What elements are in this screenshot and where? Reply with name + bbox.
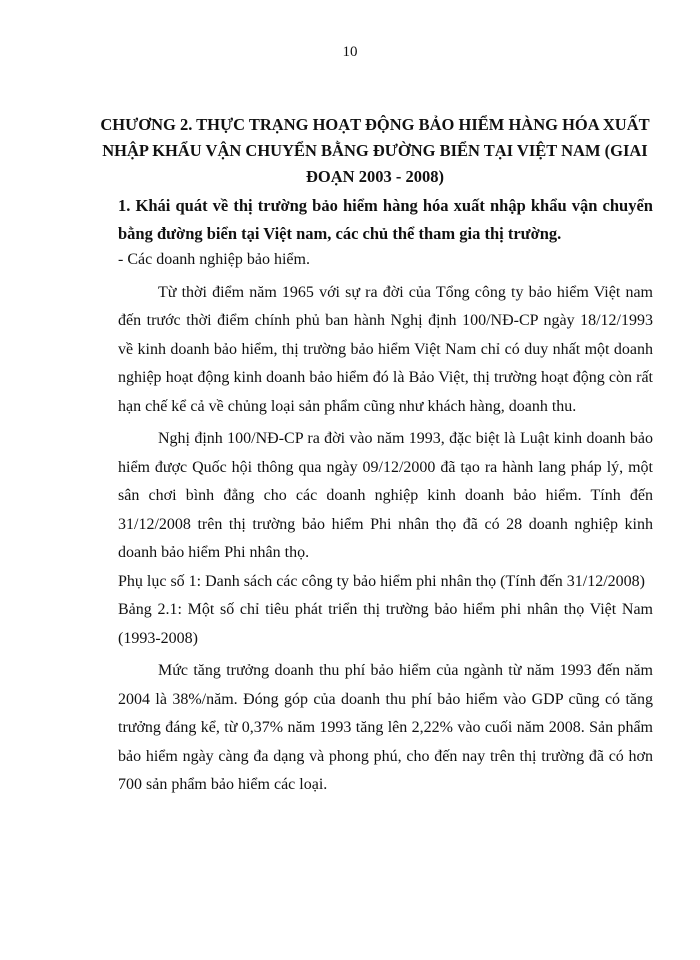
paragraph-growth: Mức tăng trưởng doanh thu phí bảo hiểm của ngành từ năm 1993 đến năm 2004 là 38%/năm. Đóng góp của doanh thu phí bảo hiểm vào GDP cũng có tăng trưởng đáng kể, từ 0,37% năm 1993 tăng lên 2,22% vào cuối năm 2008. Sản phẩm bảo hiểm ngày càng đa dạng và phong phú, cho đến nay trên thị trường đã có hơn 700 sản phẩm bảo hiểm các loại. xyxy=(118,662,653,793)
paragraph-insurers-list-item: - Các doanh nghiệp bảo hiểm. xyxy=(118,251,310,268)
section-heading: 1. Khái quát về thị trường bảo hiểm hàng hóa xuất nhập khẩu vận chuyển bằng đường biển tại Việt nam, các chủ thể tham gia thị trường. xyxy=(118,196,653,243)
paragraph-decree: Nghị định 100/NĐ-CP ra đời vào năm 1993, đặc biệt là Luật kinh doanh bảo hiểm được Quốc hội thông qua ngày 09/12/2000 đã tạo ra hành lang pháp lý, một sân chơi bình đẳng cho các doanh nghiệp kinh doanh bảo hiểm. Tính đến 31/12/2008 trên thị trường bảo hiểm Phi nhân thọ đã có 28 doanh nghiệp kinh doanh bảo hiểm Phi nhân thọ. xyxy=(118,430,653,561)
table-reference: Bảng 2.1: Một số chỉ tiêu phát triển thị trường bảo hiểm phi nhân thọ Việt Nam (1993-2008) xyxy=(118,601,653,647)
page-number: 10 xyxy=(342,44,358,60)
body-text xyxy=(118,246,653,800)
paragraph-history: Từ thời điểm năm 1965 với sự ra đời của Tổng công ty bảo hiểm Việt nam đến trước thời điểm chính phủ ban hành Nghị định 100/NĐ-CP ngày 18/12/1993 về kinh doanh bảo hiểm, thị trường bảo hiểm Việt Nam chỉ có duy nhất một doanh nghiệp hoạt động kinh doanh bảo hiểm đó là Bảo Việt, thị trường hoạt động còn rất hạn chế kể cả về chủng loại sản phẩm cũng như khách hàng, doanh thu. xyxy=(118,283,653,415)
appendix-reference: Phụ lục số 1: Danh sách các công ty bảo hiểm phi nhân thọ (Tính đến 31/12/2008) xyxy=(118,572,646,590)
chapter-title: CHƯƠNG 2. THỰC TRẠNG HOẠT ĐỘNG BẢO HIỂM HÀNG HÓA XUẤT NHẬP KHẨU VẬN CHUYỂN BẰNG ĐƯỜNG BIỂN TẠI VIỆT NAM (GIAI ĐOẠN 2003 - 2008) xyxy=(100,115,650,186)
